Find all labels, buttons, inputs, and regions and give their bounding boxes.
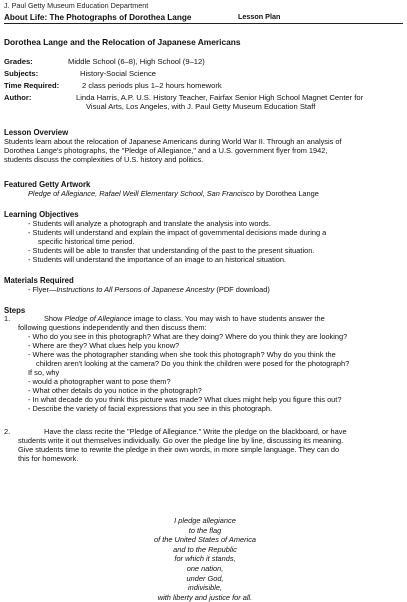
document-title-row [4, 13, 403, 23]
question-item-continuation: children aren't looking at the camera? Do you think the children were posed for the photograph? [36, 359, 350, 368]
document-title: About Life: The Photographs of Dorothea Lange [4, 13, 192, 22]
pledge-line: one nation, [186, 563, 224, 573]
step-1-post: image to class. You may wish to have students answer the [131, 314, 325, 323]
materials-item [28, 286, 270, 295]
pledge-line: under God, [186, 573, 224, 583]
step-2-text-line: Give students time to rewrite the pledge in their own words, in more simple language. They can do [18, 445, 340, 454]
lesson-plan-label: Lesson Plan [238, 12, 281, 21]
lesson-subtitle: Dorothea Lange and the Relocation of Japanese Americans [4, 37, 241, 47]
objective-item-continuation: specific historical time period. [38, 237, 135, 246]
question-item: - Where was the photographer standing when she took this photograph? Why do you think the [28, 350, 336, 359]
author-value-line1: Linda Harris, A.P. U.S. History Teacher, Fairfax Senior High School Magnet Center for [76, 93, 364, 102]
author-label: Author: [4, 93, 32, 102]
overview-line: Dorothea Lange's photographs, the "Pledge of Allegiance," and a U.S. government flyer from 1942, [4, 146, 328, 155]
pledge-line: with liberty and justice for all. [157, 592, 253, 602]
steps-heading: Steps [4, 306, 26, 315]
pledge-line: of the United States of America [153, 535, 256, 545]
step-1-image-title: Pledge of Allegiance [64, 314, 132, 323]
step-1-number: 1. [4, 314, 11, 323]
pledge-line: and to the Republic [173, 544, 237, 554]
objective-item: - Students will be able to transfer that understanding of the past to the present situation. [28, 246, 315, 255]
pledge-line: I pledge allegiance [174, 516, 236, 525]
artwork-heading: Featured Getty Artwork [4, 180, 91, 189]
subjects-value: History-Social Science [80, 69, 156, 78]
question-item-continuation: If so, why [28, 368, 60, 377]
overview-line: Students learn about the relocation of Japanese Americans during World War II. Through an analysis of [4, 137, 342, 146]
pledge-line: for which it stands, [174, 554, 236, 564]
pledge-line: to the flag [188, 525, 222, 535]
step-1-pre: Show [44, 314, 65, 323]
artwork-line [28, 190, 319, 199]
materials-suffix: (PDF download) [214, 285, 270, 294]
department-header: J. Paul Getty Museum Education Department [4, 1, 149, 10]
author-value-line2: Visual Arts, Los Angeles, with J. Paul Getty Museum Education Staff [86, 102, 316, 111]
artwork-byline: by Dorothea Lange [253, 189, 319, 198]
step-2-text-line1: Have the class recite the "Pledge of Allegiance." Write the pledge on the blackboard, or have [44, 427, 347, 436]
objective-item: - Students will understand the importance of an image to an historical situation. [28, 255, 286, 264]
subjects-label: Subjects: [4, 69, 39, 78]
overview-heading: Lesson Overview [4, 128, 69, 137]
step-2-text-line: this for homework. [18, 454, 79, 463]
question-item: - Where are they? What clues help you know? [28, 341, 180, 350]
question-item: - In what decade do you think this picture was made? What clues might help you figure this out? [28, 395, 342, 404]
artwork-title: Pledge of Allegiance, Rafael Weill Elementary School, San Francisco [28, 189, 254, 198]
step-1-line2: following questions independently and then discuss them: [18, 323, 207, 332]
grades-label: Grades: [4, 57, 33, 66]
step-2-number: 2. [4, 427, 11, 436]
step-2 [4, 427, 347, 437]
overview-line: students discuss the complexities of U.S. history and politics. [4, 155, 204, 164]
title-divider [4, 23, 403, 24]
question-item: - would a photographer want to pose them? [28, 377, 171, 386]
materials-flyer-title: Instructions to All Persons of Japanese Ancestry [56, 285, 215, 294]
step-1 [4, 314, 325, 324]
question-item: - What other details do you notice in the photograph? [28, 386, 202, 395]
step-2-text-line: students write it out themselves individually. Go over the pledge line by line, discussing its meaning. [18, 436, 344, 445]
objectives-heading: Learning Objectives [4, 210, 79, 219]
time-value: 2 class periods plus 1–2 hours homework [82, 81, 222, 90]
materials-prefix: - Flyer— [28, 285, 57, 294]
objective-item: - Students will understand and explain the impact of governmental decisions made during a [28, 228, 327, 237]
grades-value: Middle School (6–8), High School (9–12) [68, 57, 205, 66]
question-item: - Who do you see in this photograph? What are they doing? Where do you think they are looking? [28, 332, 348, 341]
question-item: - Describe the variety of facial expressions that you see in this photograph. [28, 404, 273, 413]
time-label: Time Required: [4, 81, 60, 90]
pledge-line: indivisible, [187, 583, 223, 593]
materials-heading: Materials Required [4, 276, 74, 285]
objective-item: - Students will analyze a photograph and translate the analysis into words. [28, 219, 271, 228]
pledge-of-allegiance [140, 516, 270, 602]
